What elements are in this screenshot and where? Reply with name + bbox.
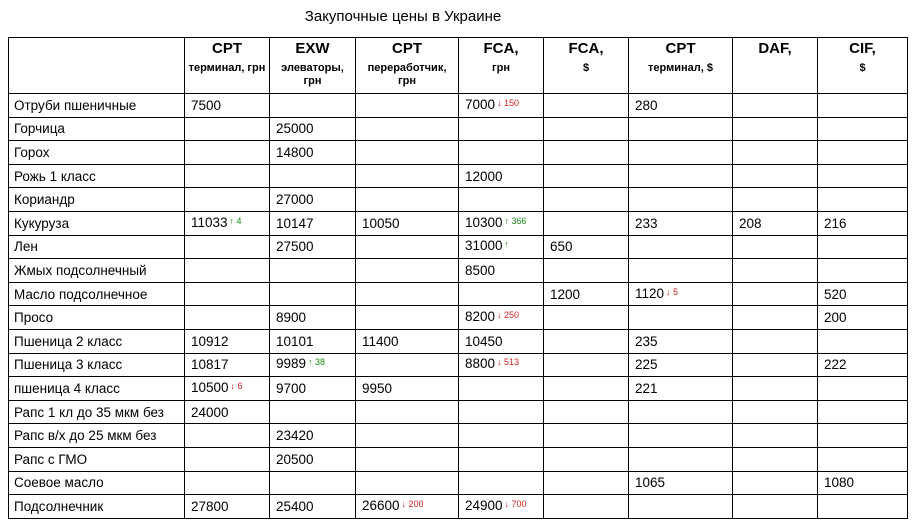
price-cell (185, 141, 270, 165)
price-cell (270, 329, 356, 353)
price-cell (544, 447, 629, 471)
header-main-label: DAF, (758, 40, 792, 57)
price-cell (185, 94, 270, 118)
price-cell (629, 329, 733, 353)
price-cell (185, 353, 270, 377)
commodity-name-label: Пшеница 3 класс (14, 357, 123, 373)
price-value: 222 (824, 357, 847, 373)
price-cell (733, 377, 818, 401)
table-row (9, 211, 908, 235)
price-cell (818, 211, 908, 235)
commodity-name-label: Рапс в/х до 25 мкм без (14, 428, 157, 444)
price-value: 10912 (191, 333, 229, 349)
price-cell (356, 188, 459, 212)
price-cell (185, 471, 270, 495)
price-value: 221 (635, 380, 658, 396)
table-row (9, 188, 908, 212)
price-value: 8900 (276, 310, 307, 326)
commodity-name (9, 164, 185, 188)
table-row (9, 235, 908, 259)
price-cell (459, 447, 544, 471)
price-value: 25400 (276, 498, 314, 514)
price-cell (356, 329, 459, 353)
header-row (9, 38, 908, 94)
price-cell (356, 94, 459, 118)
price-cell (270, 94, 356, 118)
price-value: 10050 (362, 215, 400, 231)
price-cell (544, 377, 629, 401)
header-col-8 (818, 38, 908, 94)
price-cell (629, 117, 733, 141)
price-cell (733, 353, 818, 377)
price-value: 10817 (191, 357, 229, 373)
price-cell (270, 471, 356, 495)
price-value: 1065 (635, 475, 666, 491)
price-cell (629, 211, 733, 235)
price-change-up-indicator: ↑ (504, 239, 510, 250)
commodity-name (9, 188, 185, 212)
price-value: 10300 (465, 214, 503, 230)
commodity-name (9, 117, 185, 141)
price-cell (544, 235, 629, 259)
price-cell (185, 306, 270, 330)
price-cell (629, 424, 733, 448)
price-cell (544, 211, 629, 235)
commodity-name-label: Рапс с ГМО (14, 451, 88, 467)
price-cell (544, 400, 629, 424)
price-change-up-indicator: ↑ 366 (504, 215, 527, 226)
price-cell (544, 141, 629, 165)
price-table (8, 37, 908, 519)
price-value: 7500 (191, 97, 222, 113)
price-value: 9700 (276, 380, 307, 396)
price-cell (185, 495, 270, 519)
price-cell (185, 164, 270, 188)
commodity-name-label: Пшеница 2 класс (14, 333, 123, 349)
price-cell (270, 211, 356, 235)
price-value: 10101 (276, 333, 314, 349)
price-value: 9950 (362, 380, 393, 396)
header-main-label: EXW (295, 40, 330, 57)
price-cell (185, 424, 270, 448)
header-sub-label: $ (859, 62, 866, 74)
table-row (9, 400, 908, 424)
price-value: 20500 (276, 451, 314, 467)
header-sub-label: элеваторы, грн (281, 62, 344, 87)
price-cell (459, 282, 544, 306)
price-cell (459, 188, 544, 212)
price-cell (356, 282, 459, 306)
price-cell (270, 117, 356, 141)
price-change-down-indicator: ↓ 150 (497, 97, 520, 108)
commodity-name-label: Жмых подсолнечный (14, 262, 147, 278)
price-cell (818, 495, 908, 519)
price-value: 12000 (465, 168, 503, 184)
price-cell (459, 306, 544, 330)
price-cell (733, 94, 818, 118)
price-value: 24900 (465, 497, 503, 513)
header-col-3 (356, 38, 459, 94)
header-sub-label: терминал, $ (648, 62, 713, 74)
commodity-name-label: Лен (14, 239, 38, 255)
price-cell (818, 259, 908, 283)
price-value: 650 (550, 239, 573, 255)
price-cell (629, 282, 733, 306)
price-cell (356, 306, 459, 330)
price-cell (818, 424, 908, 448)
commodity-name (9, 447, 185, 471)
commodity-name-label: Соевое масло (14, 475, 104, 491)
price-change-down-indicator: ↓ 5 (666, 286, 679, 297)
price-change-down-indicator: ↓ 250 (497, 310, 520, 321)
commodity-name-label: Горчица (14, 121, 65, 137)
price-cell (818, 164, 908, 188)
price-cell (544, 306, 629, 330)
price-cell (629, 495, 733, 519)
price-cell (185, 211, 270, 235)
price-cell (185, 235, 270, 259)
price-change-down-indicator: ↓ 700 (504, 498, 527, 509)
commodity-name-label: Просо (14, 310, 54, 326)
price-cell (356, 117, 459, 141)
price-value: 9989 (276, 356, 307, 372)
price-cell (356, 495, 459, 519)
price-cell (356, 424, 459, 448)
price-cell (185, 117, 270, 141)
price-value: 27500 (276, 239, 314, 255)
price-cell (544, 353, 629, 377)
price-cell (459, 211, 544, 235)
price-cell (629, 306, 733, 330)
price-cell (356, 141, 459, 165)
commodity-name (9, 471, 185, 495)
commodity-name-label: Рапс 1 кл до 35 мкм без (14, 404, 164, 420)
commodity-name-label: Кукуруза (14, 215, 70, 231)
price-cell (185, 447, 270, 471)
table-row (9, 94, 908, 118)
price-cell (629, 377, 733, 401)
header-col-6 (629, 38, 733, 94)
price-cell (270, 495, 356, 519)
price-change-down-indicator: ↓ 200 (401, 498, 424, 509)
price-cell (459, 471, 544, 495)
price-cell (544, 471, 629, 495)
price-cell (818, 141, 908, 165)
price-cell (270, 306, 356, 330)
price-cell (629, 235, 733, 259)
price-cell (459, 400, 544, 424)
price-cell (356, 211, 459, 235)
page-title: Закупочные цены в Украине (304, 8, 502, 25)
price-cell (733, 424, 818, 448)
price-cell (356, 353, 459, 377)
price-cell (356, 235, 459, 259)
header-main-label: CPT (665, 40, 696, 57)
price-value: 27000 (276, 192, 314, 208)
price-cell (270, 400, 356, 424)
price-value: 216 (824, 215, 847, 231)
header-commodity (9, 38, 185, 94)
price-cell (733, 400, 818, 424)
table-row (9, 424, 908, 448)
price-value: 280 (635, 97, 658, 113)
table-row (9, 259, 908, 283)
price-cell (733, 141, 818, 165)
commodity-name-label: Отруби пшеничные (14, 97, 137, 113)
commodity-name (9, 400, 185, 424)
table-row (9, 353, 908, 377)
price-cell (733, 117, 818, 141)
price-cell (356, 471, 459, 495)
price-cell (185, 377, 270, 401)
price-cell (270, 447, 356, 471)
price-cell (459, 377, 544, 401)
header-main-label: CIF, (849, 40, 876, 57)
price-cell (544, 282, 629, 306)
table-body (9, 94, 908, 519)
price-cell (459, 235, 544, 259)
price-cell (459, 94, 544, 118)
price-cell (733, 282, 818, 306)
header-sub-label: грн (492, 62, 510, 74)
price-cell (629, 164, 733, 188)
price-cell (818, 353, 908, 377)
price-value: 11033 (191, 214, 228, 230)
price-cell (629, 259, 733, 283)
price-cell (270, 164, 356, 188)
price-cell (733, 188, 818, 212)
price-cell (270, 141, 356, 165)
commodity-name (9, 377, 185, 401)
price-cell (185, 259, 270, 283)
price-cell (818, 282, 908, 306)
price-cell (544, 495, 629, 519)
commodity-name-label: Подсолнечник (14, 498, 104, 514)
price-cell (185, 188, 270, 212)
header-col-4 (459, 38, 544, 94)
price-cell (459, 353, 544, 377)
price-cell (459, 117, 544, 141)
price-cell (356, 400, 459, 424)
commodity-name-label: Горох (14, 144, 50, 160)
price-cell (818, 400, 908, 424)
price-cell (544, 94, 629, 118)
table-row (9, 329, 908, 353)
price-cell (733, 211, 818, 235)
price-cell (818, 377, 908, 401)
price-value: 10500 (191, 379, 229, 395)
price-value: 7000 (465, 96, 496, 112)
table-row (9, 471, 908, 495)
commodity-name (9, 94, 185, 118)
table-row (9, 377, 908, 401)
commodity-name-label: Масло подсолнечное (14, 286, 148, 302)
price-cell (356, 259, 459, 283)
price-cell (270, 188, 356, 212)
price-value: 8200 (465, 309, 496, 325)
price-cell (629, 471, 733, 495)
price-cell (544, 164, 629, 188)
price-value: 27800 (191, 498, 229, 514)
header-col-2 (270, 38, 356, 94)
commodity-name (9, 329, 185, 353)
price-cell (544, 259, 629, 283)
price-cell (544, 424, 629, 448)
price-cell (818, 471, 908, 495)
price-cell (544, 188, 629, 212)
commodity-name (9, 424, 185, 448)
price-cell (733, 447, 818, 471)
price-cell (270, 282, 356, 306)
table-row (9, 447, 908, 471)
price-cell (356, 377, 459, 401)
header-sub-label: переработчик, грн (367, 62, 447, 87)
table-row (9, 282, 908, 306)
commodity-name (9, 141, 185, 165)
table-row (9, 117, 908, 141)
price-cell (459, 329, 544, 353)
price-value: 1200 (550, 286, 581, 302)
commodity-name (9, 282, 185, 306)
price-cell (818, 117, 908, 141)
commodity-name (9, 353, 185, 377)
commodity-name (9, 495, 185, 519)
price-cell (733, 495, 818, 519)
price-cell (356, 164, 459, 188)
header-main-label: FCA, (568, 40, 604, 57)
price-cell (818, 235, 908, 259)
price-value: 8800 (465, 356, 496, 372)
commodity-name-label: Кориандр (14, 192, 75, 208)
price-value: 8500 (465, 262, 496, 278)
price-cell (459, 495, 544, 519)
price-cell (629, 447, 733, 471)
price-cell (733, 235, 818, 259)
price-cell (270, 377, 356, 401)
price-cell (459, 259, 544, 283)
price-cell (544, 117, 629, 141)
price-value: 1080 (824, 475, 855, 491)
price-cell (185, 400, 270, 424)
price-value: 235 (635, 333, 658, 349)
price-change-up-indicator: ↑ 38 (308, 357, 326, 368)
price-value: 23420 (276, 428, 314, 444)
price-cell (733, 306, 818, 330)
price-value: 24000 (191, 404, 229, 420)
price-value: 11400 (362, 333, 399, 349)
price-cell (733, 329, 818, 353)
price-value: 225 (635, 357, 658, 373)
price-cell (459, 164, 544, 188)
price-cell (459, 424, 544, 448)
price-cell (733, 164, 818, 188)
price-change-down-indicator: ↓ 513 (497, 357, 520, 368)
price-cell (270, 235, 356, 259)
price-value: 10147 (276, 215, 314, 231)
price-cell (185, 329, 270, 353)
price-value: 200 (824, 310, 847, 326)
price-cell (629, 400, 733, 424)
price-value: 520 (824, 286, 847, 302)
header-sub-label: $ (582, 62, 590, 74)
header-main-label: CPT (392, 40, 422, 57)
price-cell (270, 424, 356, 448)
price-value: 233 (635, 215, 658, 231)
price-cell (629, 188, 733, 212)
price-cell (270, 353, 356, 377)
commodity-name (9, 235, 185, 259)
header-main-label: CPT (212, 40, 242, 57)
commodity-name-label: пшеница 4 класс (14, 380, 120, 396)
price-cell (270, 259, 356, 283)
price-cell (629, 353, 733, 377)
table-row (9, 495, 908, 519)
price-cell (185, 282, 270, 306)
commodity-name-label: Рожь 1 класс (14, 168, 96, 184)
price-cell (733, 259, 818, 283)
price-cell (356, 447, 459, 471)
header-sub-label: терминал, грн (188, 62, 266, 74)
price-cell (733, 471, 818, 495)
header-col-7 (733, 38, 818, 94)
table-row (9, 306, 908, 330)
price-value: 26600 (362, 497, 400, 513)
commodity-name (9, 306, 185, 330)
price-cell (818, 329, 908, 353)
commodity-name (9, 259, 185, 283)
table-row (9, 141, 908, 165)
price-value: 1120 (635, 285, 665, 301)
price-value: 208 (739, 215, 762, 231)
commodity-name (9, 211, 185, 235)
price-value: 25000 (276, 121, 314, 137)
price-value: 10450 (465, 333, 503, 349)
price-cell (818, 306, 908, 330)
price-value: 14800 (276, 144, 314, 160)
price-value: 31000 (465, 238, 503, 254)
table-row (9, 164, 908, 188)
price-change-down-indicator: ↓ 6 (230, 380, 243, 391)
price-cell (818, 94, 908, 118)
header-col-1 (185, 38, 270, 94)
header-col-5 (544, 38, 629, 94)
price-cell (818, 447, 908, 471)
price-cell (459, 141, 544, 165)
price-cell (818, 188, 908, 212)
price-cell (629, 141, 733, 165)
price-cell (629, 94, 733, 118)
header-main-label: FCA, (483, 40, 519, 57)
price-change-up-indicator: ↑ 4 (229, 215, 242, 226)
price-cell (544, 329, 629, 353)
